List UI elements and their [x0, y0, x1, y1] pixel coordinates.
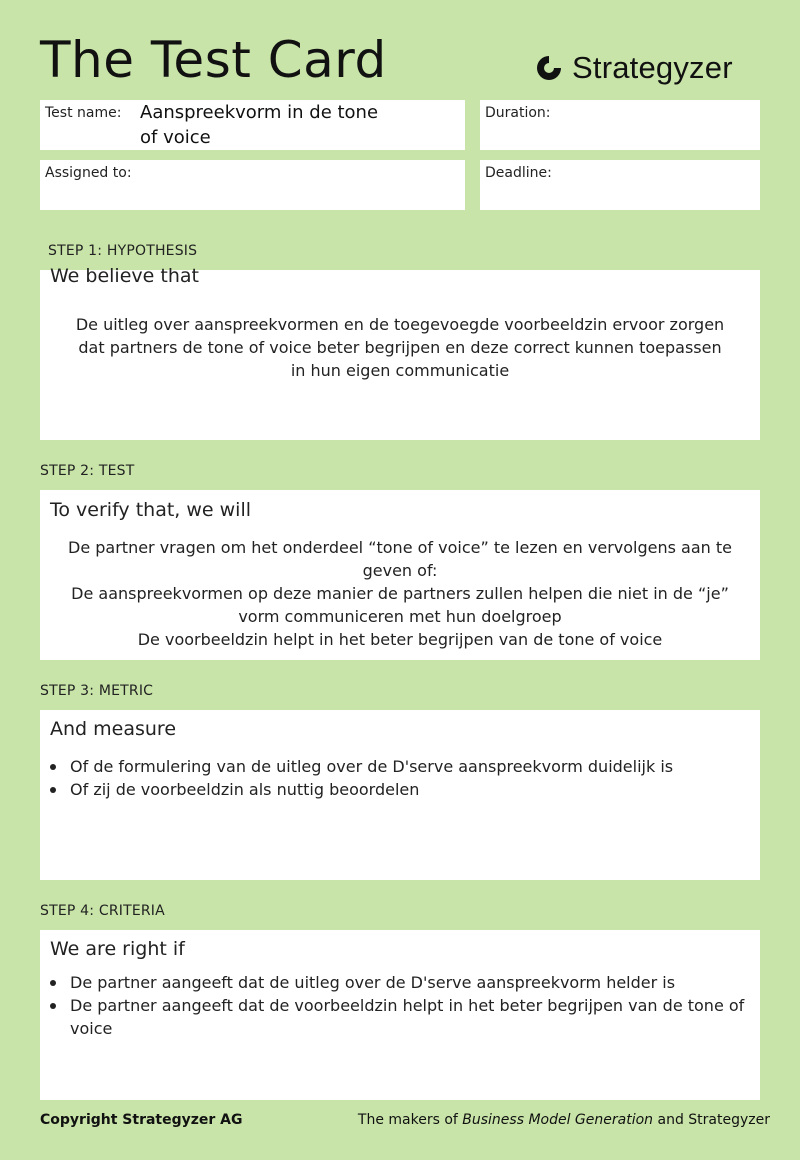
test-name-label: Test name:	[45, 105, 122, 121]
hypothesis-box[interactable]	[40, 265, 760, 440]
list-item	[50, 994, 750, 1040]
bullet-icon	[50, 787, 56, 793]
list-item	[50, 755, 750, 778]
criteria-bullet: De partner aangeeft dat de uitleg over de D'serve aanspreekvorm helder is	[70, 973, 676, 992]
metric-list	[50, 755, 750, 801]
test-name-field[interactable]	[40, 100, 465, 150]
step-1-label: STEP 1: HYPOTHESIS	[48, 243, 198, 259]
assigned-to-label: Assigned to:	[45, 165, 132, 181]
test-line: De aanspreekvormen op deze manier de partners zullen helpen die niet in de “je”	[71, 584, 729, 603]
assigned-to-field[interactable]	[40, 160, 465, 210]
deadline-label: Deadline:	[485, 165, 552, 181]
metric-bullet: Of zij de voorbeeldzin als nuttig beoordelen	[70, 780, 420, 799]
test-line: vorm communiceren met hun doelgroep	[238, 607, 562, 626]
hypothesis-line: in hun eigen communicatie	[290, 361, 510, 380]
duration-field[interactable]	[480, 100, 760, 150]
duration-label: Duration:	[485, 105, 551, 121]
list-item	[50, 778, 750, 801]
test-line: De voorbeeldzin helpt in het beter begrijpen van de tone of voice	[137, 630, 663, 649]
strategyzer-logo-icon	[534, 53, 564, 83]
deadline-field[interactable]	[480, 160, 760, 210]
footer-tagline	[358, 1112, 770, 1128]
tagline-suffix: and Strategyzer	[653, 1112, 770, 1128]
test-name-value: Aanspreekvorm in de tone of voice	[140, 102, 379, 148]
step-3-label: STEP 3: METRIC	[40, 683, 154, 699]
page-title: The Test Card	[40, 31, 387, 89]
test-heading: To verify that, we will	[50, 499, 252, 521]
step-4-label: STEP 4: CRITERIA	[40, 903, 165, 919]
criteria-list	[50, 971, 750, 1040]
brand	[534, 50, 733, 86]
footer-copyright: Copyright Strategyzer AG	[40, 1112, 243, 1128]
hypothesis-line: De uitleg over aanspreekvormen en de toegevoegde voorbeeldzin ervoor zorgen	[75, 315, 725, 334]
criteria-bullet: De partner aangeeft dat de voorbeeldzin helpt in het beter begrijpen van de tone of voice	[70, 996, 745, 1038]
bullet-icon	[50, 980, 56, 986]
tagline-book: Business Model Generation	[462, 1112, 654, 1128]
metric-bullet: Of de formulering van de uitleg over de D'serve aanspreekvorm duidelijk is	[70, 757, 674, 776]
list-item	[50, 971, 750, 994]
hypothesis-heading: We believe that	[50, 265, 199, 287]
metric-heading: And measure	[50, 718, 177, 740]
test-line: De partner vragen om het onderdeel “tone of voice” te lezen en vervolgens aan te	[68, 538, 732, 557]
criteria-heading: We are right if	[50, 938, 185, 960]
tagline-prefix: The makers of	[357, 1112, 463, 1128]
test-box[interactable]	[40, 490, 760, 660]
step-2-label: STEP 2: TEST	[40, 463, 135, 479]
bullet-icon	[50, 764, 56, 770]
criteria-box[interactable]	[40, 930, 760, 1100]
metric-box[interactable]	[40, 710, 760, 880]
bullet-icon	[50, 1003, 56, 1009]
brand-name: Strategyzer	[572, 50, 733, 85]
hypothesis-line: dat partners de tone of voice beter begrijpen en deze correct kunnen toepassen	[78, 338, 722, 357]
test-line: geven of:	[362, 561, 438, 580]
